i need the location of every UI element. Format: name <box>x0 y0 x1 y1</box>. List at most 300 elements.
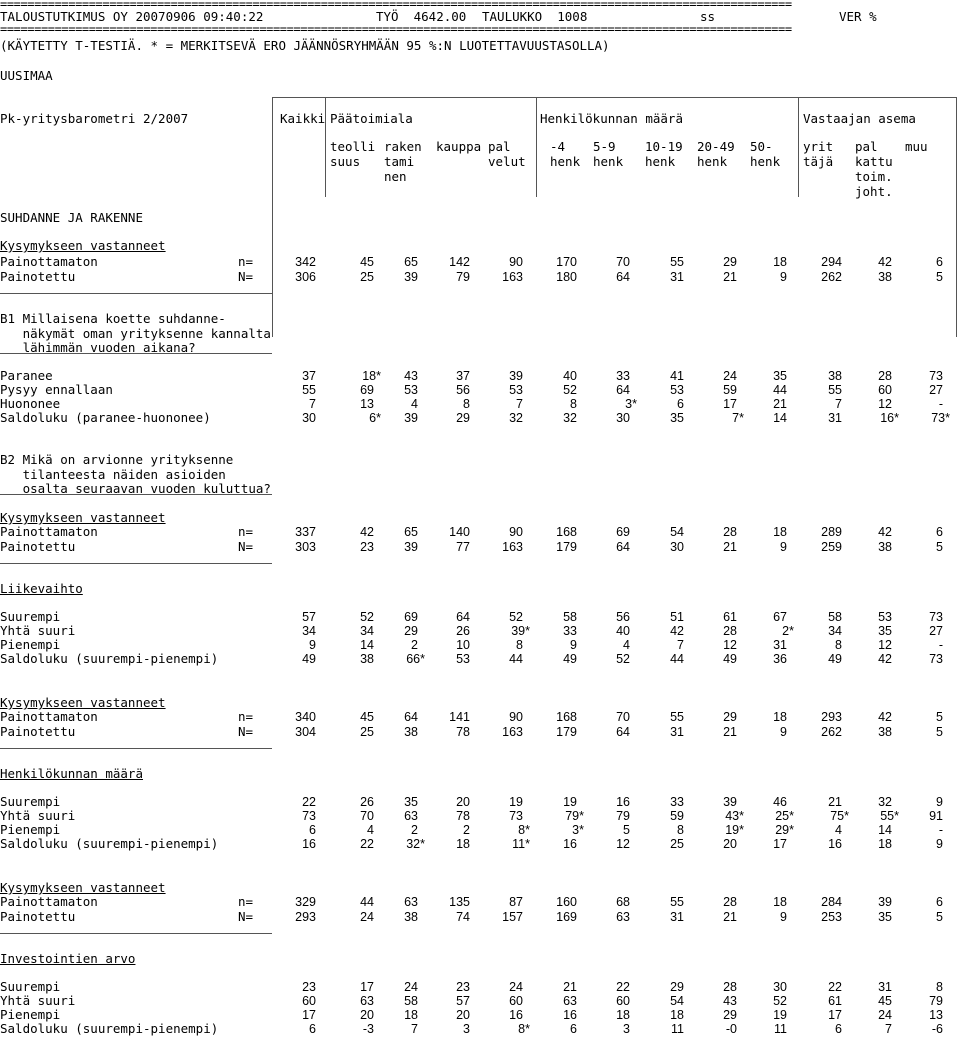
table-cell: 43 <box>723 994 737 1008</box>
table-cell: 19 <box>563 795 577 809</box>
table-cell: 7 <box>309 397 316 411</box>
column-header-line: yrit <box>803 139 834 154</box>
table-cell: 24 <box>404 980 418 994</box>
table-cell: 61 <box>828 994 842 1008</box>
table-cell: 63 <box>404 895 418 909</box>
column-header-line: henk <box>750 154 781 169</box>
column-header-line: henk <box>550 154 581 169</box>
section-rule <box>0 563 272 564</box>
table-cell: 33 <box>563 624 577 638</box>
table-cell: 78 <box>456 725 470 739</box>
table-cell: 7 <box>835 397 842 411</box>
table-cell: 6 <box>835 1022 842 1036</box>
table-cell: 9 <box>936 837 943 851</box>
table-cell: 142 <box>449 255 470 269</box>
table-cell: 39 <box>509 369 523 383</box>
table-cell: 340 <box>295 710 316 724</box>
table-cell: 7 <box>885 1022 892 1036</box>
table-cell: 14 <box>773 411 787 425</box>
table-cell: 54 <box>670 994 684 1008</box>
table-cell: 40 <box>563 369 577 383</box>
column-header-line: joht. <box>855 184 893 199</box>
table-cell: 135 <box>449 895 470 909</box>
table-cell: 20 <box>360 1008 374 1022</box>
table-cell: 73 <box>509 809 523 823</box>
table-cell: 29 <box>723 1008 737 1022</box>
column-header-line: tami <box>384 154 415 169</box>
table-cell: 21 <box>723 725 737 739</box>
table-cell: 30 <box>616 411 630 425</box>
table-cell: 40 <box>616 624 630 638</box>
table-cell: 9 <box>570 638 577 652</box>
group-divider-2 <box>536 97 537 197</box>
table-cell: 55 <box>828 383 842 397</box>
table-cell: 78 <box>456 809 470 823</box>
table-cell: - <box>938 397 943 411</box>
table-cell: 39* <box>511 624 530 638</box>
table-cell: 25 <box>670 837 684 851</box>
table-cell: 306 <box>295 270 316 284</box>
table-cell: 9 <box>780 270 787 284</box>
row-label: Saldoluku (suurempi-pienempi) <box>0 836 219 851</box>
table-cell: 9 <box>780 540 787 554</box>
block-heading: Investointien arvo <box>0 951 136 966</box>
table-cell: 23 <box>456 980 470 994</box>
table-cell: 49 <box>828 652 842 666</box>
block-heading: Liikevaihto <box>0 581 83 596</box>
table-cell: 43 <box>404 369 418 383</box>
block-heading: Henkilökunnan määrä <box>0 766 143 781</box>
table-cell: 55 <box>670 895 684 909</box>
table-cell: 70 <box>360 809 374 823</box>
table-cell: 24 <box>509 980 523 994</box>
base-marker: n= <box>238 894 254 909</box>
table-cell: 8 <box>835 638 842 652</box>
row-label: Painottamaton <box>0 254 98 269</box>
table-cell: 28 <box>723 980 737 994</box>
table-cell: 49 <box>723 652 737 666</box>
table-cell: 8 <box>570 397 577 411</box>
table-cell: 90 <box>509 525 523 539</box>
section-rule <box>0 933 272 934</box>
table-cell: 65 <box>404 255 418 269</box>
table-cell: 56 <box>456 383 470 397</box>
table-cell: 262 <box>821 270 842 284</box>
table-cell: 27 <box>929 383 943 397</box>
column-header-line: toim. <box>855 169 893 184</box>
banner-right-rule <box>956 97 957 337</box>
row-label: Yhtä suuri <box>0 623 76 638</box>
table-cell: 25* <box>775 809 794 823</box>
row-label: Saldoluku (suurempi-pienempi) <box>0 651 219 666</box>
table-cell: 37 <box>302 369 316 383</box>
table-cell: 24 <box>723 369 737 383</box>
table-cell: 68 <box>616 895 630 909</box>
table-cell: 168 <box>556 710 577 724</box>
table-cell: 13 <box>360 397 374 411</box>
column-header-line: 10-19 <box>645 139 683 154</box>
table-cell: 6 <box>309 823 316 837</box>
table-cell: 18 <box>773 525 787 539</box>
table-cell: 6 <box>936 895 943 909</box>
table-cell: 67 <box>773 610 787 624</box>
base-marker: N= <box>238 909 254 924</box>
column-header-line: -4 <box>550 139 566 154</box>
row-label: Yhtä suuri <box>0 808 76 823</box>
table-cell: 6 <box>570 1022 577 1036</box>
table-cell: 337 <box>295 525 316 539</box>
column-header-line: kattu <box>855 154 893 169</box>
table-cell: 26 <box>360 795 374 809</box>
row-label: Pysyy ennallaan <box>0 382 113 397</box>
table-cell: 14 <box>878 823 892 837</box>
table-cell: 11 <box>774 1022 787 1036</box>
table-cell: 61 <box>723 610 737 624</box>
table-cell: 6* <box>369 411 381 425</box>
base-marker: N= <box>238 269 254 284</box>
table-cell: 7* <box>732 411 744 425</box>
table-cell: 12 <box>878 397 892 411</box>
table-cell: 23 <box>302 980 316 994</box>
table-cell: 53 <box>456 652 470 666</box>
block-heading: Kysymykseen vastanneet <box>0 510 166 525</box>
table-cell: 8 <box>677 823 684 837</box>
table-cell: 55* <box>880 809 899 823</box>
table-cell: 45 <box>360 710 374 724</box>
table-cell: 16 <box>509 1008 523 1022</box>
column-header-line: kauppa <box>436 139 482 154</box>
table-cell: 17 <box>360 980 374 994</box>
table-cell: 18 <box>773 710 787 724</box>
table-cell: 22 <box>616 980 630 994</box>
table-cell: 35 <box>773 369 787 383</box>
table-cell: 16 <box>563 837 577 851</box>
table-cell: 79* <box>565 809 584 823</box>
banner-left-rule <box>272 97 273 337</box>
group-kaikki: Kaikki <box>280 111 326 126</box>
table-cell: 42 <box>878 525 892 539</box>
group-divider-1 <box>325 97 326 197</box>
table-cell: 5 <box>936 270 943 284</box>
table-cell: 73 <box>929 369 943 383</box>
table-cell: 53 <box>878 610 892 624</box>
table-cell: 160 <box>556 895 577 909</box>
table-cell: 30 <box>773 980 787 994</box>
table-cell: 36 <box>773 652 787 666</box>
table-cell: 91 <box>929 809 943 823</box>
table-cell: 42 <box>878 255 892 269</box>
column-header-line: täjä <box>803 154 834 169</box>
table-cell: 31 <box>670 910 684 924</box>
table-cell: 293 <box>821 710 842 724</box>
table-cell: 65 <box>404 525 418 539</box>
table-cell: 31 <box>670 270 684 284</box>
table-cell: 18 <box>670 1008 684 1022</box>
table-cell: 63 <box>616 910 630 924</box>
table-cell: 157 <box>502 910 523 924</box>
table-cell: 79 <box>616 809 630 823</box>
table-cell: - <box>938 823 943 837</box>
table-cell: 42 <box>878 710 892 724</box>
column-header-line: suus <box>330 154 361 169</box>
table-cell: 259 <box>821 540 842 554</box>
table-cell: 21 <box>773 397 787 411</box>
row-label: Huononee <box>0 396 61 411</box>
table-cell: 13 <box>929 1008 943 1022</box>
table-cell: 179 <box>556 725 577 739</box>
table-cell: 8* <box>518 1022 530 1036</box>
table-cell: 29 <box>723 710 737 724</box>
table-cell: 55 <box>670 710 684 724</box>
table-cell: 26 <box>456 624 470 638</box>
table-cell: - <box>938 638 943 652</box>
table-cell: 42 <box>360 525 374 539</box>
row-label: Pienempi <box>0 822 61 837</box>
table-cell: 54 <box>670 525 684 539</box>
table-cell: 17 <box>302 1008 316 1022</box>
block-heading: Kysymykseen vastanneet <box>0 695 166 710</box>
table-cell: 22 <box>360 837 374 851</box>
row-label: Paranee <box>0 368 53 383</box>
table-cell: 8 <box>463 397 470 411</box>
column-header-line: velut <box>488 154 526 169</box>
table-cell: 64 <box>456 610 470 624</box>
base-marker: N= <box>238 539 254 554</box>
table-cell: 12 <box>723 638 737 652</box>
table-cell: 45 <box>360 255 374 269</box>
table-cell: 63 <box>563 994 577 1008</box>
table-cell: 16 <box>563 1008 577 1022</box>
column-header-line: 20-49 <box>697 139 735 154</box>
table-cell: 179 <box>556 540 577 554</box>
header-rule-bottom: ==================================================================================================================== <box>0 25 792 33</box>
table-cell: 38 <box>404 910 418 924</box>
table-cell: 25 <box>360 270 374 284</box>
table-cell: 294 <box>821 255 842 269</box>
question-rule <box>0 353 272 354</box>
table-cell: 163 <box>502 540 523 554</box>
table-cell: 9 <box>780 910 787 924</box>
table-cell: 6 <box>677 397 684 411</box>
section-rule <box>0 748 272 749</box>
table-cell: 60 <box>878 383 892 397</box>
table-cell: 28 <box>723 624 737 638</box>
table-cell: 18 <box>773 255 787 269</box>
table-cell: 53 <box>404 383 418 397</box>
table-cell: 29* <box>775 823 794 837</box>
table-cell: 66* <box>406 652 425 666</box>
base-marker: n= <box>238 524 254 539</box>
table-cell: 29 <box>456 411 470 425</box>
table-cell: 10 <box>456 638 470 652</box>
table-cell: 21 <box>723 270 737 284</box>
table-cell: 28 <box>723 525 737 539</box>
table-cell: 64 <box>404 710 418 724</box>
table-cell: 5 <box>936 540 943 554</box>
table-cell: 163 <box>502 725 523 739</box>
table-cell: 253 <box>821 910 842 924</box>
table-cell: 59 <box>670 809 684 823</box>
row-label: Pienempi <box>0 637 61 652</box>
table-cell: 27 <box>929 624 943 638</box>
table-cell: 2* <box>782 624 794 638</box>
block-heading: Kysymykseen vastanneet <box>0 880 166 895</box>
table-cell: 2 <box>463 823 470 837</box>
group-henkilokunta: Henkilökunnan määrä <box>540 111 683 126</box>
table-cell: 5 <box>936 910 943 924</box>
table-cell: 73 <box>929 652 943 666</box>
table-cell: 57 <box>302 610 316 624</box>
table-cell: 60 <box>302 994 316 1008</box>
header-rule-top: ==================================================================================================================== <box>0 0 792 8</box>
table-cell: 45 <box>878 994 892 1008</box>
table-cell: 4 <box>835 823 842 837</box>
job-number: TYÖ 4642.00 <box>376 9 467 24</box>
table-cell: 60 <box>509 994 523 1008</box>
table-cell: 34 <box>360 624 374 638</box>
table-cell: 52 <box>563 383 577 397</box>
table-cell: 9 <box>936 795 943 809</box>
table-cell: 18 <box>456 837 470 851</box>
table-cell: 6 <box>309 1022 316 1036</box>
column-header-line: henk <box>697 154 728 169</box>
table-cell: 23 <box>360 540 374 554</box>
column-header-line: henk <box>645 154 676 169</box>
table-cell: 16 <box>828 837 842 851</box>
table-cell: 17 <box>723 397 737 411</box>
table-cell: 17 <box>828 1008 842 1022</box>
row-label: Painotettu <box>0 539 76 554</box>
table-cell: 28 <box>723 895 737 909</box>
table-cell: 289 <box>821 525 842 539</box>
table-cell: 6 <box>936 525 943 539</box>
version-label: VER % <box>839 9 877 24</box>
table-cell: 63 <box>360 994 374 1008</box>
table-cell: 18 <box>404 1008 418 1022</box>
row-label: Suurempi <box>0 794 61 809</box>
table-cell: 262 <box>821 725 842 739</box>
question-text: B1 Millaisena koette suhdanne- <box>0 311 226 326</box>
table-cell: 41 <box>670 369 684 383</box>
table-cell: 39 <box>723 795 737 809</box>
table-cell: 7 <box>677 638 684 652</box>
table-cell: 33 <box>670 795 684 809</box>
table-cell: -0 <box>725 1022 737 1036</box>
row-label: Yhtä suuri <box>0 993 76 1008</box>
table-cell: 35 <box>404 795 418 809</box>
table-cell: 39 <box>404 411 418 425</box>
significance-note: (KÄYTETTY T-TESTIÄ. * = MERKITSEVÄ ERO JÄÄNNÖSRYHMÄÄN 95 %:N LUOTETTAVUUSTASOLLA) <box>0 38 610 53</box>
row-label: Painottamaton <box>0 709 98 724</box>
table-cell: 5 <box>936 710 943 724</box>
table-cell: 2 <box>411 638 418 652</box>
table-cell: 25 <box>360 725 374 739</box>
table-cell: 38 <box>878 540 892 554</box>
table-cell: 32 <box>878 795 892 809</box>
table-cell: 30 <box>302 411 316 425</box>
table-cell: 59 <box>723 383 737 397</box>
table-cell: 3 <box>623 1022 630 1036</box>
table-cell: 49 <box>302 652 316 666</box>
banner-top-rule <box>272 97 956 98</box>
table-cell: 79 <box>929 994 943 1008</box>
table-cell: 58 <box>828 610 842 624</box>
block-heading: Kysymykseen vastanneet <box>0 238 166 253</box>
table-cell: 31 <box>773 638 787 652</box>
table-cell: 18 <box>616 1008 630 1022</box>
column-header-line: muu <box>905 139 928 154</box>
table-cell: 284 <box>821 895 842 909</box>
table-cell: 24 <box>360 910 374 924</box>
table-cell: 52 <box>360 610 374 624</box>
table-cell: 19 <box>509 795 523 809</box>
table-cell: 74 <box>456 910 470 924</box>
column-header-line: teolli <box>330 139 376 154</box>
table-cell: 58 <box>404 994 418 1008</box>
table-cell: 64 <box>616 725 630 739</box>
table-cell: 304 <box>295 725 316 739</box>
table-cell: 3* <box>625 397 637 411</box>
table-cell: 44 <box>773 383 787 397</box>
table-cell: 90 <box>509 255 523 269</box>
table-cell: 12 <box>878 638 892 652</box>
section-rule <box>0 293 272 294</box>
table-cell: 64 <box>616 540 630 554</box>
table-cell: 52 <box>509 610 523 624</box>
table-cell: 32 <box>563 411 577 425</box>
group-divider-3 <box>798 97 799 197</box>
table-cell: 16 <box>616 795 630 809</box>
table-cell: 38 <box>878 725 892 739</box>
table-cell: 22 <box>828 980 842 994</box>
table-cell: 141 <box>449 710 470 724</box>
table-cell: 64 <box>616 383 630 397</box>
table-cell: 14 <box>360 638 374 652</box>
table-cell: 57 <box>456 994 470 1008</box>
column-header-line: raken <box>384 139 422 154</box>
table-cell: 4 <box>367 823 374 837</box>
table-cell: 33 <box>616 369 630 383</box>
table-cell: 52 <box>616 652 630 666</box>
table-cell: 31 <box>878 980 892 994</box>
row-label: Saldoluku (suurempi-pienempi) <box>0 1021 219 1036</box>
column-header-line: 5-9 <box>593 139 616 154</box>
question-text: näkymät oman yrityksenne kannalta <box>0 325 271 341</box>
table-cell: 56 <box>616 610 630 624</box>
table-cell: -3 <box>362 1022 374 1036</box>
table-cell: 55 <box>302 383 316 397</box>
table-cell: 3* <box>572 823 584 837</box>
column-header-line: pal <box>488 139 511 154</box>
question-text: B2 Mikä on arvionne yrityksenne <box>0 452 234 467</box>
table-cell: 69 <box>360 383 374 397</box>
table-cell: 51 <box>670 610 684 624</box>
table-cell: 24 <box>878 1008 892 1022</box>
table-cell: 21 <box>828 795 842 809</box>
row-label: Painotettu <box>0 724 76 739</box>
table-cell: 7 <box>411 1022 418 1036</box>
row-label: Saldoluku (paranee-huononee) <box>0 410 211 425</box>
table-cell: 70 <box>616 710 630 724</box>
table-cell: 21 <box>723 540 737 554</box>
table-cell: 60 <box>616 994 630 1008</box>
question-text: lähimmän vuoden aikana? <box>0 340 196 355</box>
base-marker: n= <box>238 709 254 724</box>
table-cell: 43* <box>725 809 744 823</box>
column-header-line: 50- <box>750 139 773 154</box>
table-cell: 20 <box>456 795 470 809</box>
table-cell: 8* <box>518 823 530 837</box>
